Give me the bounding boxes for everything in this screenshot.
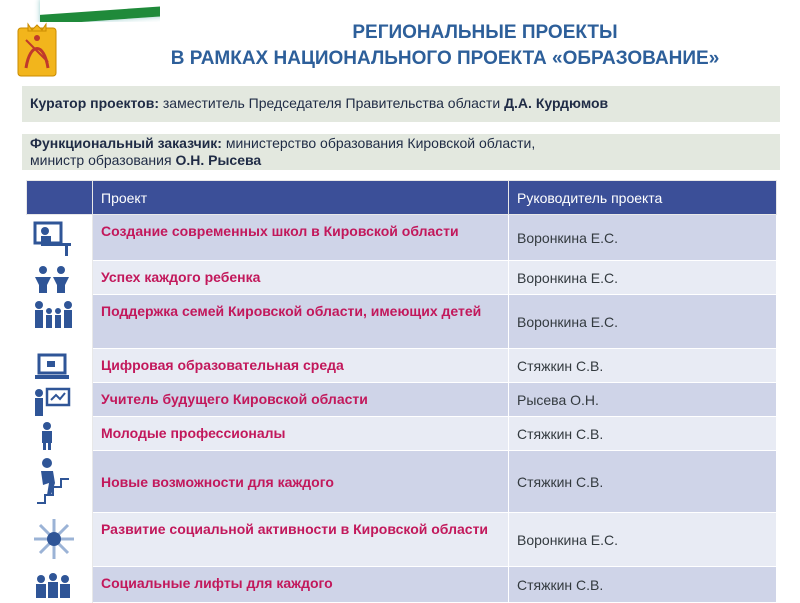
table-row <box>27 417 777 451</box>
project-leader: Рысева О.Н. <box>509 383 777 417</box>
project-leader: Стяжкин С.В. <box>509 567 777 603</box>
client-name: О.Н. Рысева <box>175 152 262 168</box>
project-name: Социальные лифты для каждого <box>93 567 509 603</box>
client-band <box>22 134 780 170</box>
client-text-2: министр образования <box>30 152 176 168</box>
curator-name: Д.А. Курдюмов <box>504 95 609 111</box>
table-row <box>27 383 777 417</box>
curator-band <box>22 86 780 122</box>
table-row <box>27 215 777 261</box>
family-icon <box>31 299 75 333</box>
children-icon <box>31 265 73 295</box>
table-row <box>27 261 777 295</box>
row-icon-cell <box>27 295 93 349</box>
row-icon-cell <box>27 261 93 295</box>
group-icon <box>31 571 75 601</box>
header-icon-cell <box>27 181 93 215</box>
table-row <box>27 295 777 349</box>
project-leader: Воронкина Е.С. <box>509 261 777 295</box>
project-leader: Стяжкин С.В. <box>509 417 777 451</box>
table-row <box>27 567 777 603</box>
flag-decoration <box>0 0 160 22</box>
client-text-1: министерство образования Кировской области, <box>221 135 536 151</box>
curator-text: заместитель Председателя Правительства области <box>159 95 505 111</box>
column-header-project: Проект <box>93 181 509 215</box>
row-icon-cell <box>27 567 93 603</box>
coat-of-arms-icon <box>14 22 60 80</box>
column-header-leader: Руководитель проекта <box>509 181 777 215</box>
project-leader: Воронкина Е.С. <box>509 295 777 349</box>
project-name: Учитель будущего Кировской области <box>93 383 509 417</box>
curator-label: Куратор проектов: <box>30 95 159 111</box>
project-name: Развитие социальной активности в Кировской области <box>93 513 509 567</box>
row-icon-cell <box>27 451 93 513</box>
title-line-2: В РАМКАХ НАЦИОНАЛЬНОГО ПРОЕКТА «ОБРАЗОВАНИЕ» <box>170 48 720 69</box>
title-line-1: РЕГИОНАЛЬНЫЕ ПРОЕКТЫ <box>352 22 618 43</box>
starburst-icon <box>31 517 77 561</box>
row-icon-cell <box>27 383 93 417</box>
projects-table <box>26 180 777 603</box>
table-row <box>27 451 777 513</box>
project-leader: Стяжкин С.В. <box>509 349 777 383</box>
project-name: Молодые профессионалы <box>93 417 509 451</box>
project-leader: Стяжкин С.В. <box>509 451 777 513</box>
computer-icon <box>31 353 73 383</box>
project-name: Поддержка семей Кировской области, имеющих детей <box>93 295 509 349</box>
project-name: Цифровая образовательная среда <box>93 349 509 383</box>
row-icon-cell <box>27 349 93 383</box>
project-name: Новые возможности для каждого <box>93 451 509 513</box>
row-icon-cell <box>27 215 93 261</box>
teacher-icon <box>31 387 73 417</box>
table-header-row <box>27 181 777 215</box>
project-leader: Воронкина Е.С. <box>509 513 777 567</box>
table-row <box>27 349 777 383</box>
row-icon-cell <box>27 417 93 451</box>
project-name: Создание современных школ в Кировской области <box>93 215 509 261</box>
school-desk-icon <box>31 219 73 259</box>
stairs-icon <box>31 455 77 507</box>
table-row <box>27 513 777 567</box>
client-label: Функциональный заказчик: <box>30 135 222 151</box>
professional-icon <box>31 421 73 451</box>
page-title <box>120 20 770 72</box>
project-leader: Воронкина Е.С. <box>509 215 777 261</box>
row-icon-cell <box>27 513 93 567</box>
project-name: Успех каждого ребенка <box>93 261 509 295</box>
